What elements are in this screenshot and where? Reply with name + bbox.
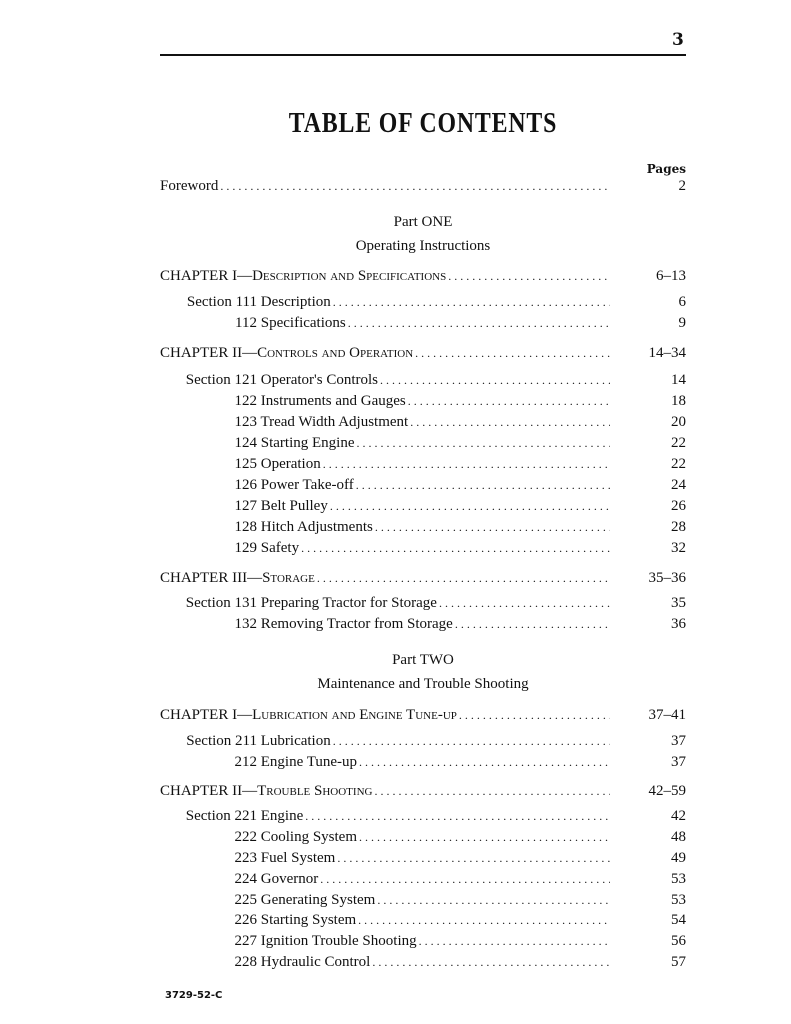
section-page: 9 — [678, 315, 686, 331]
section-number-cell — [160, 733, 257, 750]
toc-section[interactable] — [160, 954, 686, 974]
section-page: 37 — [671, 754, 686, 770]
section-label — [160, 892, 375, 909]
header-rule — [160, 54, 686, 56]
section-page: 14 — [671, 372, 686, 388]
chapter-prefix: CHAPTER I— — [160, 268, 253, 284]
part-two-subheading: Maintenance and Trouble Shooting — [317, 676, 529, 692]
leader-dots — [455, 617, 610, 632]
toc-section[interactable] — [160, 892, 686, 912]
leader-dots — [377, 893, 610, 908]
section-number-cell — [160, 912, 257, 929]
entry-page: 2 — [678, 178, 686, 194]
section-label — [160, 519, 373, 536]
section-number-cell — [160, 435, 257, 452]
section-page: 48 — [671, 829, 686, 845]
toc-section[interactable] — [160, 393, 686, 413]
section-label — [160, 315, 346, 332]
toc-section[interactable] — [160, 829, 686, 849]
toc-section[interactable] — [160, 498, 686, 518]
section-number-cell — [160, 498, 257, 515]
section-number: 221 — [234, 808, 257, 824]
leader-dots — [330, 499, 610, 514]
leader-dots — [408, 394, 610, 409]
section-number: 212 — [234, 754, 257, 770]
section-title: Starting System — [260, 912, 357, 928]
section-page: 54 — [671, 912, 686, 928]
leader-dots — [419, 934, 610, 949]
section-number: 127 — [234, 498, 257, 514]
section-title: Description — [260, 294, 331, 310]
chapter-title: Description and Specifications — [252, 268, 447, 284]
section-number: 122 — [234, 393, 257, 409]
section-number-cell — [160, 892, 257, 909]
section-number-cell — [160, 829, 257, 846]
section-label — [160, 456, 321, 473]
chapter-label — [160, 783, 372, 800]
chapter-prefix: CHAPTER III— — [160, 570, 263, 586]
chapter-pages: 42–59 — [648, 783, 686, 799]
section-label — [160, 850, 335, 867]
leader-dots — [356, 478, 610, 493]
section-number: 211 — [235, 733, 257, 749]
section-page: 26 — [671, 498, 686, 514]
section-label — [160, 393, 406, 410]
chapter-prefix: CHAPTER II— — [160, 345, 258, 361]
section-title: Governor — [260, 871, 319, 887]
section-page: 18 — [671, 393, 686, 409]
leader-dots — [348, 316, 610, 331]
leader-dots — [380, 373, 610, 388]
toc-chapter[interactable] — [160, 783, 686, 803]
section-page: 22 — [671, 435, 686, 451]
leader-dots — [415, 346, 610, 361]
chapter-label — [160, 707, 457, 724]
section-page: 24 — [671, 477, 686, 493]
section-page: 32 — [671, 540, 686, 556]
section-title: Operator's Controls — [260, 372, 379, 388]
chapter-pages: 6–13 — [656, 268, 686, 284]
leader-dots — [220, 179, 610, 194]
leader-dots — [372, 955, 610, 970]
section-number: 224 — [234, 871, 257, 887]
toc-section[interactable] — [160, 850, 686, 870]
section-number-cell — [160, 850, 257, 867]
section-title: Lubrication — [260, 733, 331, 749]
section-number-cell — [160, 294, 257, 311]
section-page: 22 — [671, 456, 686, 472]
part-two-heading: Part TWO — [392, 652, 454, 668]
section-number: 132 — [234, 616, 257, 632]
leader-dots — [410, 415, 610, 430]
part-one-heading: Part ONE — [393, 214, 453, 230]
section-label — [160, 414, 408, 431]
leader-dots — [305, 809, 610, 824]
section-number: 129 — [234, 540, 257, 556]
leader-dots — [375, 520, 610, 535]
section-label — [160, 733, 331, 750]
section-number: 124 — [234, 435, 257, 451]
chapter-pages: 37–41 — [648, 707, 686, 723]
section-title: Operation — [260, 456, 321, 472]
leader-dots — [337, 851, 610, 866]
chapter-pages: 35–36 — [648, 570, 686, 586]
section-title: Starting Engine — [260, 435, 355, 451]
section-word: Section — [185, 808, 231, 824]
section-number-cell — [160, 540, 257, 557]
section-label — [160, 933, 417, 950]
section-title: Instruments and Gauges — [260, 393, 406, 409]
section-label — [160, 912, 356, 929]
section-word: Section — [186, 294, 232, 310]
section-label — [160, 954, 370, 971]
section-number-cell — [160, 933, 257, 950]
section-page: 57 — [671, 954, 686, 970]
leader-dots — [439, 596, 610, 611]
toc-section[interactable] — [160, 754, 686, 774]
section-number-cell — [160, 372, 257, 389]
section-title: Cooling System — [260, 829, 358, 845]
section-page: 35 — [671, 595, 686, 611]
section-number: 225 — [234, 892, 257, 908]
toc-section[interactable] — [160, 912, 686, 932]
leader-dots — [374, 784, 610, 799]
section-label — [160, 294, 331, 311]
toc-foreword[interactable] — [160, 178, 686, 198]
section-page: 36 — [671, 616, 686, 632]
chapter-label — [160, 570, 315, 587]
section-title: Engine Tune-up — [260, 754, 358, 770]
section-number: 222 — [234, 829, 257, 845]
toc-chapter[interactable] — [160, 570, 686, 590]
section-title: Power Take-off — [260, 477, 354, 493]
section-label — [160, 829, 357, 846]
section-number-cell — [160, 519, 257, 536]
section-label — [160, 595, 437, 612]
section-title: Generating System — [260, 892, 376, 908]
section-number: 228 — [234, 954, 257, 970]
chapter-title: Lubrication and Engine Tune-up — [252, 707, 457, 723]
toc-section[interactable] — [160, 294, 686, 314]
leader-dots — [333, 295, 610, 310]
chapter-label — [160, 345, 413, 362]
section-label — [160, 871, 318, 888]
chapter-pages: 14–34 — [648, 345, 686, 361]
chapter-prefix: CHAPTER I— — [160, 707, 253, 723]
section-number: 128 — [234, 519, 257, 535]
toc-section[interactable] — [160, 414, 686, 434]
leader-dots — [317, 571, 610, 586]
leader-dots — [320, 872, 610, 887]
section-title: Hitch Adjustments — [260, 519, 373, 535]
toc-section[interactable] — [160, 372, 686, 392]
section-word: Section — [186, 733, 232, 749]
section-page: 28 — [671, 519, 686, 535]
pages-column-header: Pages — [646, 162, 686, 176]
chapter-prefix: CHAPTER II— — [160, 783, 258, 799]
toc-section[interactable] — [160, 456, 686, 476]
page-title: TABLE OF CONTENTS — [288, 108, 558, 139]
section-title: Belt Pulley — [260, 498, 328, 514]
section-title: Tread Width Adjustment — [260, 414, 409, 430]
section-number-cell — [160, 871, 257, 888]
toc-section[interactable] — [160, 616, 686, 636]
section-label — [160, 754, 357, 771]
section-page: 56 — [671, 933, 686, 949]
entry-label: Foreword — [160, 178, 219, 194]
chapter-label — [160, 268, 446, 285]
chapter-title: Trouble Shooting — [257, 783, 373, 799]
section-number-cell — [160, 393, 257, 410]
section-page: 53 — [671, 892, 686, 908]
leader-dots — [323, 457, 610, 472]
section-title: Specifications — [260, 315, 346, 331]
chapter-title: Controls and Operation — [257, 345, 414, 361]
section-number-cell — [160, 595, 257, 612]
section-label — [160, 372, 378, 389]
section-number-cell — [160, 414, 257, 431]
section-page: 20 — [671, 414, 686, 430]
document-code: 3729-52-C — [165, 990, 223, 1001]
section-number-cell — [160, 477, 257, 494]
toc-section[interactable] — [160, 595, 686, 615]
toc-section[interactable] — [160, 540, 686, 560]
toc-chapter[interactable] — [160, 345, 686, 365]
toc-section[interactable] — [160, 733, 686, 753]
section-number: 111 — [235, 294, 257, 310]
leader-dots — [358, 913, 610, 928]
section-number: 112 — [235, 315, 257, 331]
section-number: 121 — [234, 372, 257, 388]
section-page: 37 — [671, 733, 686, 749]
leader-dots — [301, 541, 610, 556]
section-page: 49 — [671, 850, 686, 866]
section-title: Removing Tractor from Storage — [260, 616, 453, 632]
section-number: 125 — [234, 456, 257, 472]
section-number: 227 — [234, 933, 257, 949]
section-label — [160, 498, 328, 515]
section-number-cell — [160, 456, 257, 473]
toc-section[interactable] — [160, 477, 686, 497]
toc-section[interactable] — [160, 435, 686, 455]
section-title: Ignition Trouble Shooting — [260, 933, 417, 949]
toc-section[interactable] — [160, 519, 686, 539]
section-number-cell — [160, 808, 257, 825]
section-number-cell — [160, 754, 257, 771]
toc-section[interactable] — [160, 315, 686, 335]
page-number: 3 — [672, 30, 684, 50]
section-page: 53 — [671, 871, 686, 887]
section-number: 131 — [234, 595, 257, 611]
toc-chapter[interactable] — [160, 707, 686, 727]
section-page: 6 — [678, 294, 686, 310]
section-title: Preparing Tractor for Storage — [260, 595, 437, 611]
section-label — [160, 540, 299, 557]
section-title: Safety — [260, 540, 300, 556]
section-number-cell — [160, 954, 257, 971]
section-title: Hydraulic Control — [260, 954, 371, 970]
section-title: Engine — [260, 808, 304, 824]
chapter-title: Storage — [262, 570, 315, 586]
section-title: Fuel System — [260, 850, 336, 866]
section-label — [160, 808, 303, 825]
section-page: 42 — [671, 808, 686, 824]
section-label — [160, 477, 354, 494]
toc-section[interactable] — [160, 933, 686, 953]
section-label — [160, 616, 453, 633]
section-number: 123 — [234, 414, 257, 430]
leader-dots — [357, 436, 611, 451]
toc-section[interactable] — [160, 871, 686, 891]
section-number: 226 — [234, 912, 257, 928]
section-number-cell — [160, 315, 257, 332]
toc-chapter[interactable] — [160, 268, 686, 288]
leader-dots — [459, 708, 610, 723]
section-number-cell — [160, 616, 257, 633]
section-word: Section — [185, 372, 231, 388]
leader-dots — [333, 734, 610, 749]
toc-section[interactable] — [160, 808, 686, 828]
section-number: 126 — [234, 477, 257, 493]
leader-dots — [448, 269, 610, 284]
section-number: 223 — [234, 850, 257, 866]
leader-dots — [359, 755, 610, 770]
section-label — [160, 435, 355, 452]
section-word: Section — [185, 595, 231, 611]
leader-dots — [359, 830, 610, 845]
part-one-subheading: Operating Instructions — [355, 238, 491, 254]
